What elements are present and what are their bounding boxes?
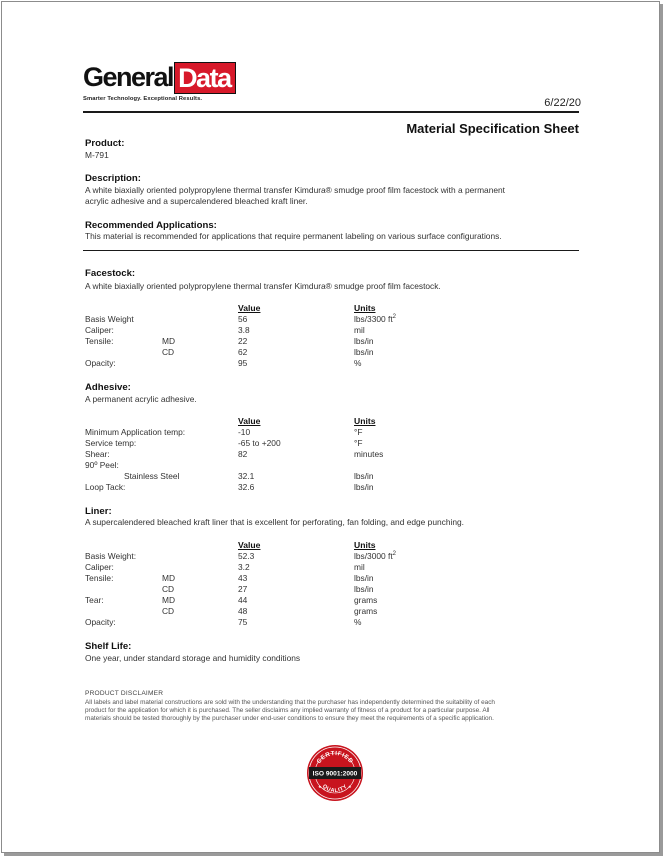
liner-row-label: Tear:	[85, 595, 104, 605]
liner-value-header: Value	[238, 540, 261, 550]
liner-row-value: 44	[238, 595, 248, 605]
adhesive-row-value: -10	[238, 427, 251, 437]
liner-text: A supercalendered bleached kraft liner that is excellent for perforating, fan folding, and edge punching.	[85, 517, 464, 527]
facestock-row-units: lbs/in	[354, 347, 374, 357]
facestock-text: A white biaxially oriented polypropylene thermal transfer Kimdura® smudge proof film facestock.	[85, 281, 441, 291]
facestock-units-header: Units	[354, 303, 376, 313]
facestock-row-value: 22	[238, 336, 248, 346]
disclaimer-heading: PRODUCT DISCLAIMER	[85, 690, 164, 697]
logo-data-text: Data	[174, 62, 236, 94]
facestock-row-units: mil	[354, 325, 365, 335]
facestock-value-header: Value	[238, 303, 261, 313]
adhesive-row-units: °F	[354, 438, 363, 448]
disclaimer-line-1: All labels and label material constructions are sold with the understanding that the purchaser has independently determined the suitability of each	[85, 699, 495, 706]
product-value: M-791	[85, 150, 109, 160]
adhesive-row-value: 32.1	[238, 471, 255, 481]
description-line-1: A white biaxially oriented polypropylene thermal transfer Kimdura® smudge proof film facestock with a permanent	[85, 185, 506, 195]
facestock-row-value: 56	[238, 314, 248, 324]
liner-row-label: Caliper:	[85, 562, 114, 572]
facestock-row-sub: MD	[162, 336, 176, 346]
liner-row-units: %	[354, 617, 362, 627]
adhesive-units-header: Units	[354, 416, 376, 426]
disclaimer-line-2: product for the application for which it is purchased. The seller disclaims any implied warranty of fitness of a product for a particular purpose. All	[85, 707, 490, 714]
facestock-row-value: 95	[238, 358, 248, 368]
liner-row-label: Opacity:	[85, 617, 116, 627]
applications-heading: Recommended Applications:	[85, 220, 217, 231]
adhesive-row-units: minutes	[354, 449, 384, 459]
facestock-heading: Facestock:	[85, 268, 136, 279]
liner-row-units: grams	[354, 595, 378, 605]
adhesive-heading: Adhesive:	[85, 382, 131, 393]
adhesive-row-value: -65 to +200	[238, 438, 281, 448]
adhesive-row-label: 90º Peel:	[85, 460, 119, 470]
facestock-row-units-sup: 2	[392, 314, 396, 321]
logo-wordmark	[83, 62, 236, 94]
liner-row-units: mil	[354, 562, 365, 572]
liner-row-label: Basis Weight:	[85, 551, 137, 561]
header-rule	[83, 111, 579, 113]
facestock-row-label: Basis Weight	[85, 314, 134, 324]
adhesive-row-label: Service temp:	[85, 438, 137, 448]
adhesive-row-units: °F	[354, 427, 363, 437]
seal-top-text: CERTIFIED	[316, 750, 354, 766]
liner-row-units: lbs/in	[354, 584, 374, 594]
svg-text:★: ★	[318, 784, 322, 789]
document-page	[1, 1, 660, 853]
liner-row-sub: MD	[162, 595, 176, 605]
liner-row-units: lbs/in	[354, 573, 374, 583]
seal-middle-text: ISO 9001:2000	[312, 770, 358, 778]
facestock-row-units: %	[354, 358, 362, 368]
adhesive-row-value: 32.6	[238, 482, 255, 492]
liner-row-value: 43	[238, 573, 248, 583]
facestock-row-units: lbs/3300 $ft^2$	[354, 314, 396, 324]
document-date: 6/22/20	[544, 97, 581, 109]
shelf-life-text: One year, under standard storage and humidity conditions	[85, 653, 301, 663]
adhesive-row-value: 82	[238, 449, 248, 459]
liner-heading: Liner:	[85, 506, 112, 517]
adhesive-row-sub: Stainless Steel	[124, 471, 180, 481]
liner-row-sub: CD	[162, 606, 175, 616]
facestock-row-units: lbs/in	[354, 336, 374, 346]
liner-row-sub: MD	[162, 573, 176, 583]
seal-bottom-text: QUALITY	[321, 783, 349, 795]
logo-tagline: Smarter Technology. Exceptional Results.	[83, 96, 203, 102]
company-logo	[83, 62, 236, 102]
adhesive-row-label: Shear:	[85, 449, 110, 459]
section-divider	[83, 250, 579, 251]
liner-row-sub: CD	[162, 584, 175, 594]
adhesive-row-label: Loop Tack:	[85, 482, 126, 492]
liner-units-header: Units	[354, 540, 376, 550]
description-heading: Description:	[85, 173, 141, 184]
facestock-row-value: 62	[238, 347, 248, 357]
liner-row-value: 48	[238, 606, 248, 616]
adhesive-text: A permanent acrylic adhesive.	[85, 394, 197, 404]
svg-text:★: ★	[348, 784, 352, 789]
facestock-row-sub: CD	[162, 347, 175, 357]
adhesive-row-label: Minimum Application temp:	[85, 427, 186, 437]
product-heading: Product:	[85, 138, 125, 149]
shelf-life-heading: Shelf Life:	[85, 641, 132, 652]
liner-row-value: 3.2	[238, 562, 250, 572]
liner-row-units: grams	[354, 606, 378, 616]
logo-general-text: General	[83, 62, 174, 92]
liner-row-units-sup: 2	[392, 551, 396, 558]
page-title: Material Specification Sheet	[406, 121, 579, 136]
description-line-2: acrylic adhesive and a supercalendered bleached kraft liner.	[85, 196, 308, 206]
seal-graphic	[306, 744, 364, 802]
liner-row-label: Tensile:	[85, 573, 114, 583]
liner-row-value: 27	[238, 584, 248, 594]
adhesive-value-header: Value	[238, 416, 261, 426]
disclaimer-line-3: materials should be tested thoroughly by the purchaser under end-user conditions to ensure they meet the requirements of a specific application.	[85, 715, 494, 722]
facestock-row-label: Caliper:	[85, 325, 114, 335]
liner-row-value: 75	[238, 617, 248, 627]
adhesive-row-units: lbs/in	[354, 471, 374, 481]
iso-certification-seal-icon	[306, 744, 364, 802]
facestock-row-value: 3.8	[238, 325, 250, 335]
adhesive-row-units: lbs/in	[354, 482, 374, 492]
facestock-row-label: Opacity:	[85, 358, 116, 368]
facestock-row-label: Tensile:	[85, 336, 114, 346]
liner-row-value: 52.3	[238, 551, 255, 561]
applications-text: This material is recommended for applications that require permanent labeling on various surface configurations.	[85, 231, 502, 241]
liner-row-units: lbs/3000 $ft^2$	[354, 551, 396, 561]
